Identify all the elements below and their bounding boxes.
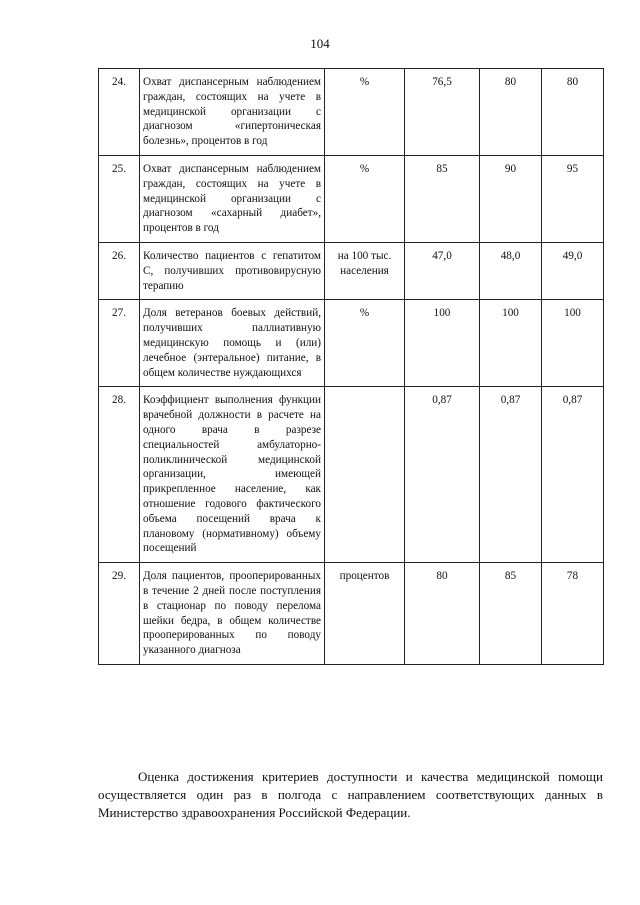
indicator-text: Доля ветеранов боевых действий, получивших паллиативную медицинскую помощь и (или) лечебное (энтеральное) питание, в общем количестве нуждающихся	[140, 300, 325, 387]
value-year-3: 0,87	[542, 387, 604, 563]
value-year-2: 85	[480, 563, 542, 665]
value-year-3: 49,0	[542, 242, 604, 299]
value-year-1: 76,5	[405, 69, 480, 156]
value-year-2: 0,87	[480, 387, 542, 563]
value-year-2: 48,0	[480, 242, 542, 299]
indicator-text: Количество пациентов с гепатитом С, получивших противовирусную терапию	[140, 242, 325, 299]
row-number: 27.	[99, 300, 140, 387]
table-row	[99, 155, 604, 242]
value-year-3: 80	[542, 69, 604, 156]
value-year-2: 90	[480, 155, 542, 242]
unit-cell: %	[325, 69, 405, 156]
indicator-text: Охват диспансерным наблюдением граждан, состоящих на учете в медицинской организации с диагнозом «гипертоническая болезнь», процентов в год	[140, 69, 325, 156]
value-year-1: 100	[405, 300, 480, 387]
table-row	[99, 387, 604, 563]
value-year-1: 0,87	[405, 387, 480, 563]
page-number: 104	[310, 36, 330, 51]
value-year-1: 47,0	[405, 242, 480, 299]
value-year-3: 100	[542, 300, 604, 387]
table-row	[99, 242, 604, 299]
unit-cell: %	[325, 300, 405, 387]
row-number: 24.	[99, 69, 140, 156]
indicator-text: Охват диспансерным наблюдением граждан, состоящих на учете в медицинской организации с диагнозом «сахарный диабет», процентов в год	[140, 155, 325, 242]
unit-cell: %	[325, 155, 405, 242]
unit-cell: процентов	[325, 563, 405, 665]
table-row	[99, 69, 604, 156]
row-number: 28.	[99, 387, 140, 563]
value-year-2: 100	[480, 300, 542, 387]
assessment-note: Оценка достижения критериев доступности и качества медицинской помощи осуществляется один раз в полгода с направлением соответствующих данных в Министерство здравоохранения Российской Федерации.	[98, 769, 603, 820]
value-year-3: 78	[542, 563, 604, 665]
criteria-table	[98, 68, 604, 665]
value-year-1: 85	[405, 155, 480, 242]
indicator-text: Коэффициент выполнения функции врачебной должности в расчете на одного врача в разрезе специальностей амбулаторно-поликлинической медицинской организации, имеющей прикрепленное население, как отношение годового фактического объема посещений врача к плановому (нормативному) объему посещений	[140, 387, 325, 563]
unit-cell: на 100 тыс. населения	[325, 242, 405, 299]
table-row	[99, 300, 604, 387]
row-number: 25.	[99, 155, 140, 242]
value-year-2: 80	[480, 69, 542, 156]
row-number: 26.	[99, 242, 140, 299]
unit-cell	[325, 387, 405, 563]
table-row	[99, 563, 604, 665]
row-number: 29.	[99, 563, 140, 665]
indicator-text: Доля пациентов, прооперированных в течение 2 дней после поступления в стационар по поводу перелома шейки бедра, в общем количестве прооперированных по поводу указанного диагноза	[140, 563, 325, 665]
value-year-1: 80	[405, 563, 480, 665]
value-year-3: 95	[542, 155, 604, 242]
